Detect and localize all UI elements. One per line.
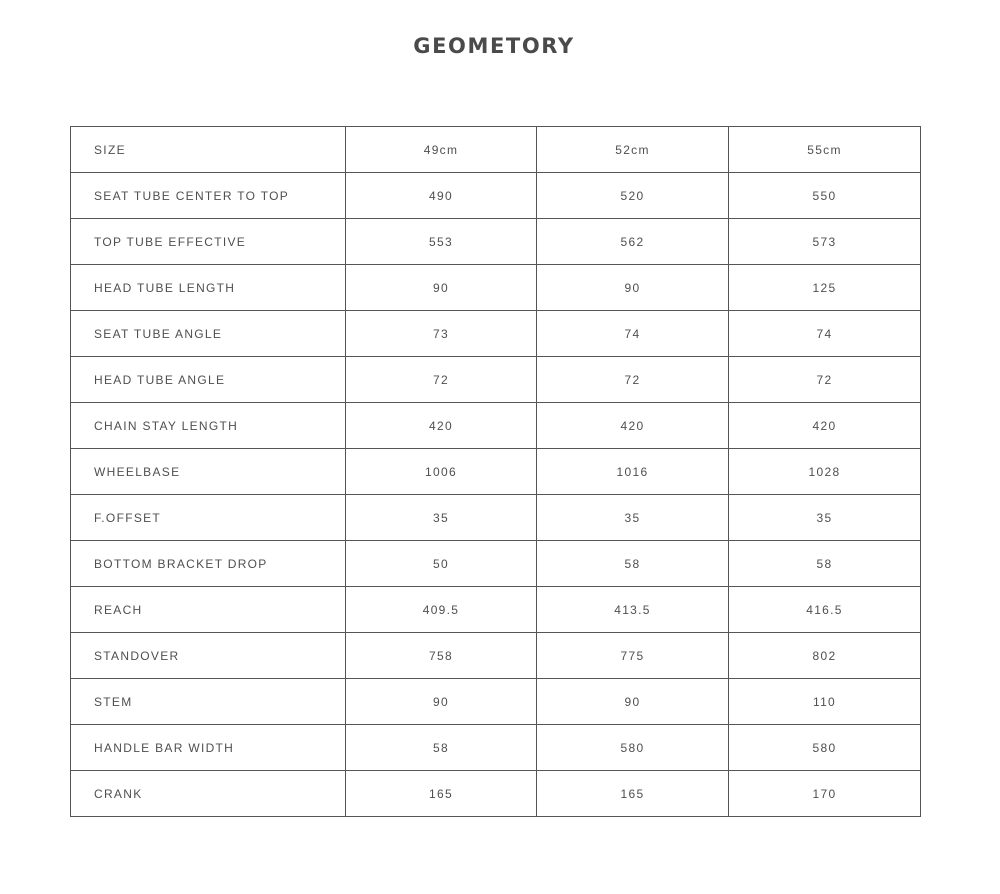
- row-label: CRANK: [71, 771, 346, 817]
- table-cell: 553: [346, 219, 537, 265]
- table-cell: 90: [537, 679, 729, 725]
- row-label: SEAT TUBE ANGLE: [71, 311, 346, 357]
- table-cell: 90: [346, 679, 537, 725]
- table-cell: 420: [346, 403, 537, 449]
- table-row: [71, 265, 921, 311]
- row-label: SEAT TUBE CENTER TO TOP: [71, 173, 346, 219]
- table-cell: 580: [537, 725, 729, 771]
- row-label: STANDOVER: [71, 633, 346, 679]
- table-cell: 1016: [537, 449, 729, 495]
- table-cell: 170: [729, 771, 921, 817]
- geometry-table-body: [71, 127, 921, 817]
- table-cell: 1028: [729, 449, 921, 495]
- table-row: [71, 219, 921, 265]
- table-row: [71, 587, 921, 633]
- row-label: HEAD TUBE LENGTH: [71, 265, 346, 311]
- table-row: [71, 357, 921, 403]
- table-cell: 550: [729, 173, 921, 219]
- table-cell: 420: [729, 403, 921, 449]
- table-cell: 413.5: [537, 587, 729, 633]
- table-cell: 1006: [346, 449, 537, 495]
- table-cell: 420: [537, 403, 729, 449]
- row-label: STEM: [71, 679, 346, 725]
- table-cell: 758: [346, 633, 537, 679]
- table-row: [71, 449, 921, 495]
- table-cell: 55cm: [729, 127, 921, 173]
- row-label: WHEELBASE: [71, 449, 346, 495]
- row-label: SIZE: [71, 127, 346, 173]
- table-row: [71, 127, 921, 173]
- table-cell: 802: [729, 633, 921, 679]
- table-cell: 58: [346, 725, 537, 771]
- table-cell: 58: [729, 541, 921, 587]
- table-cell: 72: [346, 357, 537, 403]
- table-cell: 125: [729, 265, 921, 311]
- table-row: [71, 173, 921, 219]
- table-cell: 165: [346, 771, 537, 817]
- table-cell: 35: [729, 495, 921, 541]
- table-cell: 775: [537, 633, 729, 679]
- table-cell: 72: [729, 357, 921, 403]
- table-row: [71, 771, 921, 817]
- page-title: GEOMETORY: [413, 34, 575, 58]
- row-label: F.OFFSET: [71, 495, 346, 541]
- table-cell: 49cm: [346, 127, 537, 173]
- row-label: HEAD TUBE ANGLE: [71, 357, 346, 403]
- table-cell: 110: [729, 679, 921, 725]
- table-row: [71, 311, 921, 357]
- table-cell: 35: [346, 495, 537, 541]
- table-cell: 72: [537, 357, 729, 403]
- row-label: TOP TUBE EFFECTIVE: [71, 219, 346, 265]
- table-row: [71, 725, 921, 771]
- table-cell: 90: [537, 265, 729, 311]
- table-cell: 74: [537, 311, 729, 357]
- table-row: [71, 403, 921, 449]
- table-cell: 73: [346, 311, 537, 357]
- geometry-table: [70, 126, 921, 817]
- row-label: HANDLE BAR WIDTH: [71, 725, 346, 771]
- table-cell: 580: [729, 725, 921, 771]
- table-cell: 416.5: [729, 587, 921, 633]
- table-cell: 573: [729, 219, 921, 265]
- table-cell: 50: [346, 541, 537, 587]
- row-label: BOTTOM BRACKET DROP: [71, 541, 346, 587]
- table-row: [71, 541, 921, 587]
- table-cell: 90: [346, 265, 537, 311]
- row-label: CHAIN STAY LENGTH: [71, 403, 346, 449]
- table-cell: 165: [537, 771, 729, 817]
- table-row: [71, 495, 921, 541]
- table-cell: 35: [537, 495, 729, 541]
- table-cell: 409.5: [346, 587, 537, 633]
- table-cell: 490: [346, 173, 537, 219]
- table-cell: 58: [537, 541, 729, 587]
- table-row: [71, 633, 921, 679]
- table-cell: 562: [537, 219, 729, 265]
- row-label: REACH: [71, 587, 346, 633]
- table-row: [71, 679, 921, 725]
- table-cell: 74: [729, 311, 921, 357]
- table-cell: 520: [537, 173, 729, 219]
- table-cell: 52cm: [537, 127, 729, 173]
